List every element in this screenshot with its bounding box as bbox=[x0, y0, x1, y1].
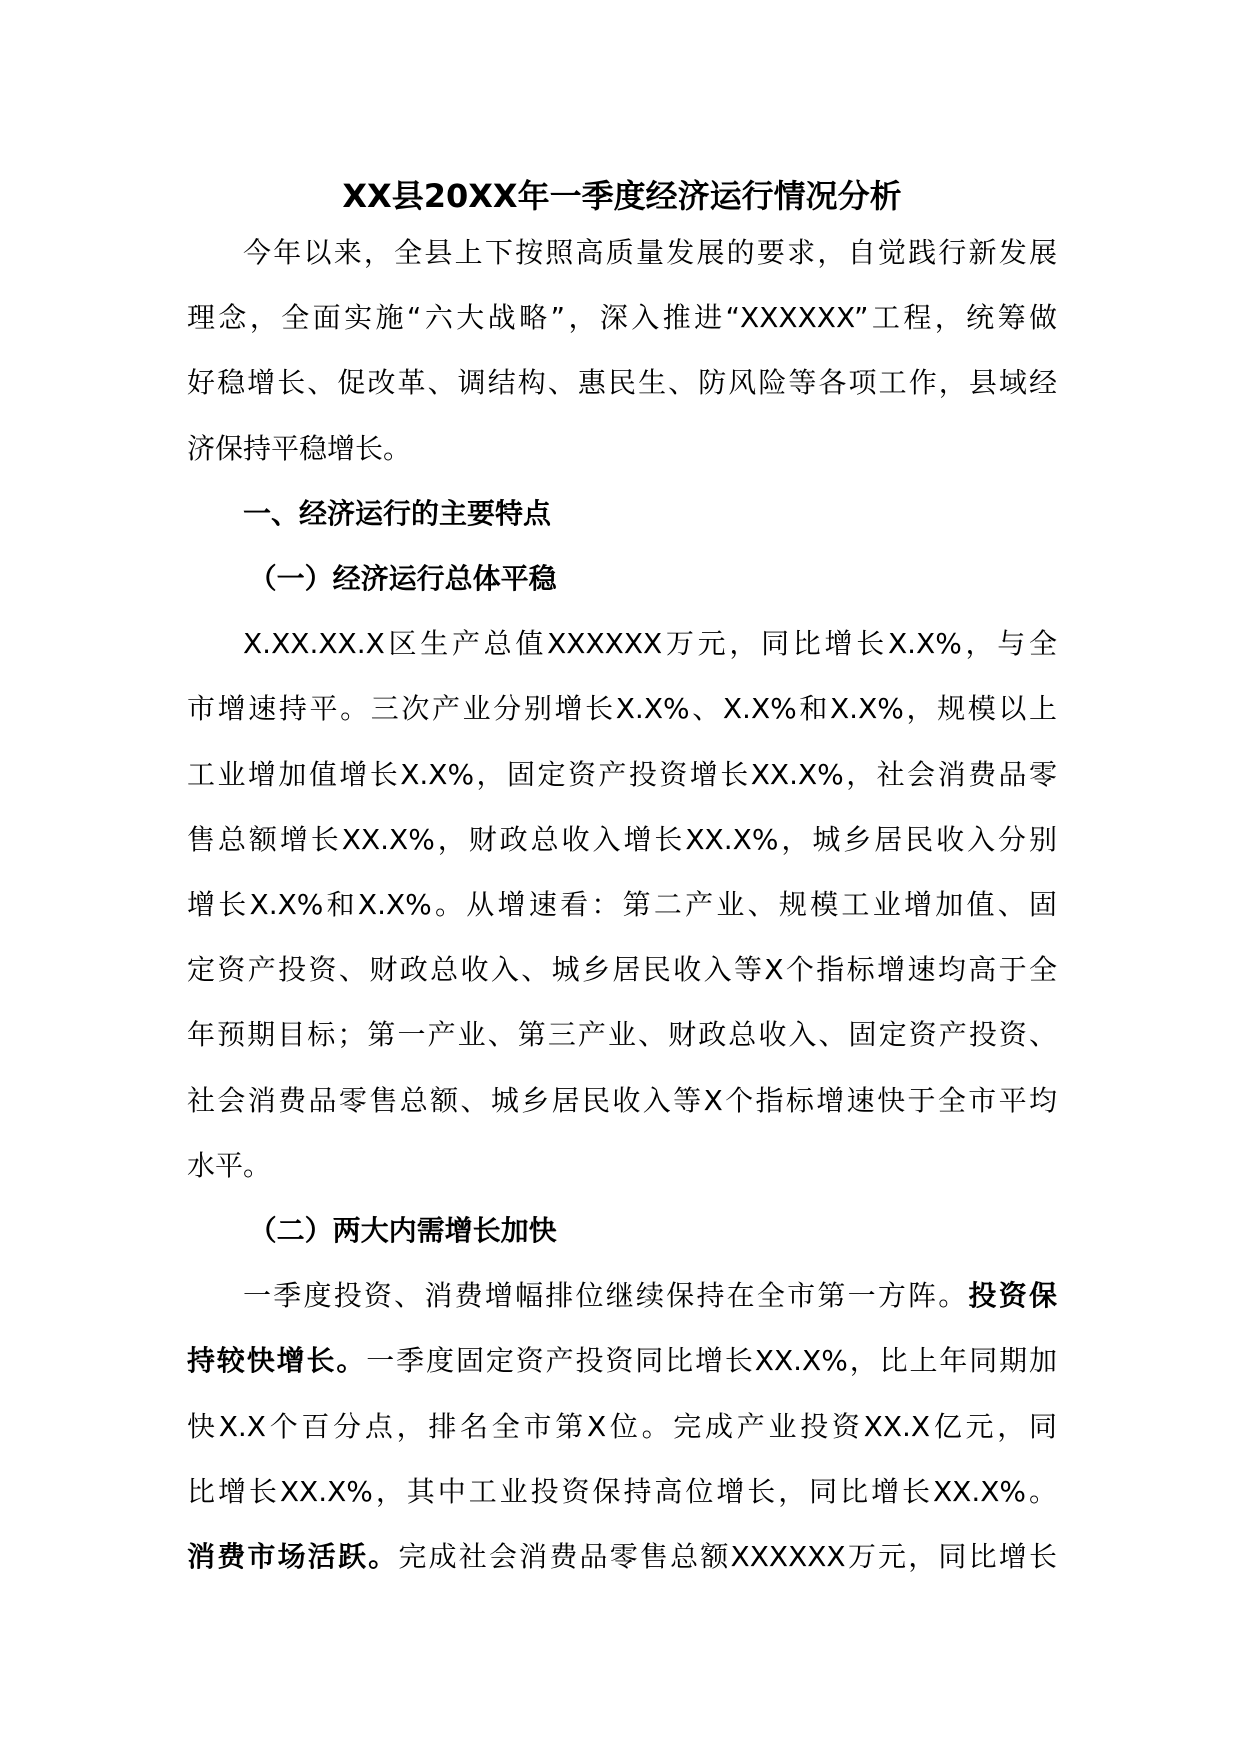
text-line: 社会消费品零售总额、城乡居民收入等X个指标增速快于全市平均 bbox=[187, 1083, 1057, 1117]
text-line bbox=[187, 1524, 1057, 1589]
domestic-demand-paragraph bbox=[187, 1263, 1057, 1589]
text-line: 快X.X个百分点，排名全市第X位。完成产业投资XX.X亿元，同 bbox=[187, 1409, 1057, 1443]
body-text: 一季度固定资产投资同比增长XX.X%，比上年同期加 bbox=[366, 1344, 1057, 1378]
text-line: 增长X.X%和X.X%。从增速看：第二产业、规模工业增加值、固 bbox=[187, 888, 1057, 921]
section-heading: 一、经济运行的主要特点 bbox=[243, 496, 552, 530]
overall-economy-paragraph bbox=[187, 611, 1057, 1198]
text-line: 比增长XX.X%，其中工业投资保持高位增长，同比增长XX.X%。 bbox=[187, 1474, 1057, 1508]
text-line: X.XX.XX.X区生产总值XXXXXX万元，同比增长X.X%，与全 bbox=[243, 627, 1057, 661]
intro-paragraph bbox=[187, 220, 1057, 481]
text-line: 工业增加值增长X.X%，固定资产投资增长XX.X%，社会消费品零 bbox=[187, 757, 1057, 791]
text-line bbox=[187, 1263, 1057, 1328]
bold-keyphrase: 投资保 bbox=[968, 1279, 1057, 1313]
text-line: 市增速持平。三次产业分别增长X.X%、X.X%和X.X%，规模以上 bbox=[187, 692, 1057, 726]
body-text: 完成社会消费品零售总额XXXXXX万元，同比增长 bbox=[398, 1540, 1057, 1574]
bold-keyphrase: 消费市场活跃。 bbox=[187, 1540, 399, 1574]
text-line: 济保持平稳增长。 bbox=[187, 431, 412, 465]
text-line: 水平。 bbox=[187, 1148, 272, 1182]
subsection-heading: （二）两大内需增长加快 bbox=[248, 1214, 557, 1248]
text-line: 好稳增长、促改革、调结构、惠民生、防风险等各项工作，县域经 bbox=[187, 366, 1057, 400]
text-line: 今年以来，全县上下按照高质量发展的要求，自觉践行新发展 bbox=[243, 236, 1057, 269]
body-text: 一季度投资、消费增幅排位继续保持在全市第一方阵。 bbox=[243, 1279, 969, 1313]
text-line: 售总额增长XX.X%，财政总收入增长XX.X%，城乡居民收入分别 bbox=[187, 822, 1057, 856]
text-line: 理念，全面实施“六大战略”，深入推进“XXXXXX”工程，统筹做 bbox=[187, 301, 1057, 335]
text-line bbox=[187, 1328, 1057, 1393]
text-line: 年预期目标；第一产业、第三产业、财政总收入、固定资产投资、 bbox=[187, 1018, 1057, 1052]
bold-keyphrase: 持较快增长。 bbox=[187, 1344, 367, 1378]
document-page bbox=[187, 172, 1057, 1589]
text-line: 定资产投资、财政总收入、城乡居民收入等X个指标增速均高于全 bbox=[187, 953, 1057, 987]
document-title: XX县20XX年一季度经济运行情况分析 bbox=[342, 177, 902, 215]
subsection-heading: （一）经济运行总体平稳 bbox=[248, 562, 557, 595]
